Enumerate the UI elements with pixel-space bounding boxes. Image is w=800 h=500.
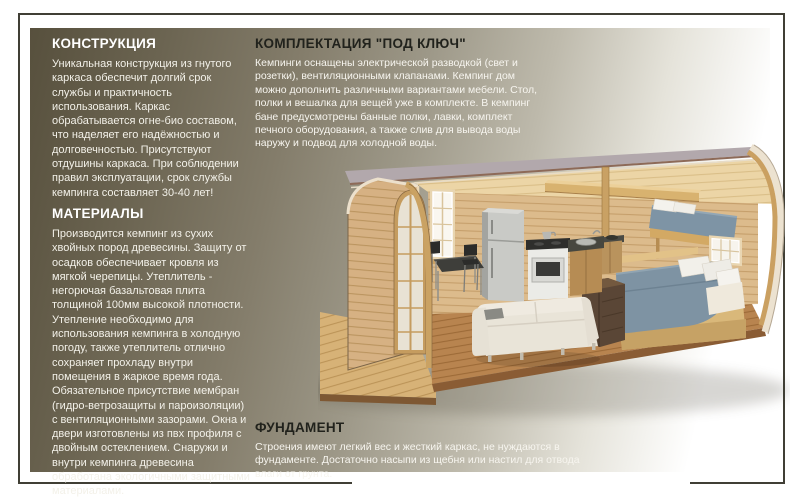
construction-body: Уникальная конструкция из гнутого каркаса обеспечит долгий срок службы и практичность использования. Каркас обрабатывается огне-био составом, что наделяет его надёжностью и долговечностью. Присутствуют отдушины каркаса. При соблюдении правил эксплуатации, срок службы кемпинга составляет 30-40 лет! (52, 58, 239, 199)
stove (526, 232, 570, 301)
turnkey-title: КОМПЛЕКТАЦИЯ "ПОД КЛЮЧ" (255, 36, 466, 51)
section-turnkey (255, 36, 545, 151)
arched-door (394, 184, 432, 368)
turnkey-body: Кемпинги оснащены электрической разводкой (свет и розетки), вентиляционными клапанами. Кемпинг дом можно дополнить различными вариантами мебели. Стол, полки и вешалка для вещей уже в комплекте. В кемпинг бане предусмотрены банные полки, лавки, комплект печного оборудования, а также слив для вывода воды наружу и подвод для холодной воды. (255, 57, 538, 150)
construction-title: КОНСТРУКЦИЯ (52, 36, 157, 51)
section-construction (52, 36, 251, 200)
cabin-illustration (318, 142, 790, 442)
fridge (482, 208, 524, 302)
foundation-title: ФУНДАМЕНТ (255, 420, 345, 435)
materials-title: МАТЕРИАЛЫ (52, 206, 144, 221)
materials-body: Производится кемпинг из сухих хвойных пород древесины. Защиту от осадков обеспечивает кровля из мягкой черепицы. Утеплитель - негорючая базальтовая плита толщиной 100мм высокой плотности. Утепление необходимо для использования кемпинга в холодную погоду, также утеплитель отлично сохраняет прохладу внутри помещения в жаркое время года. Обязательное присутствие мембран (гидро-ветрозащиты и пароизоляции) с вентиляционными зазорами. Окна и двери изготовлены из пвх профиля с двойным остеклением. Снаружи и внутри кемпинга древесина обработана экологичными защитными материалами. (52, 228, 250, 498)
cabin-cutaway-svg (318, 142, 790, 442)
sofa (472, 297, 600, 367)
section-materials (52, 206, 251, 499)
sink-counter (568, 231, 604, 296)
foundation-body: Строения имеют легкий вес и жесткий каркас, не нуждаются в фундаменте. Достаточно насыпи из щебня или настил для отвода влаги от грунта. (255, 441, 580, 480)
